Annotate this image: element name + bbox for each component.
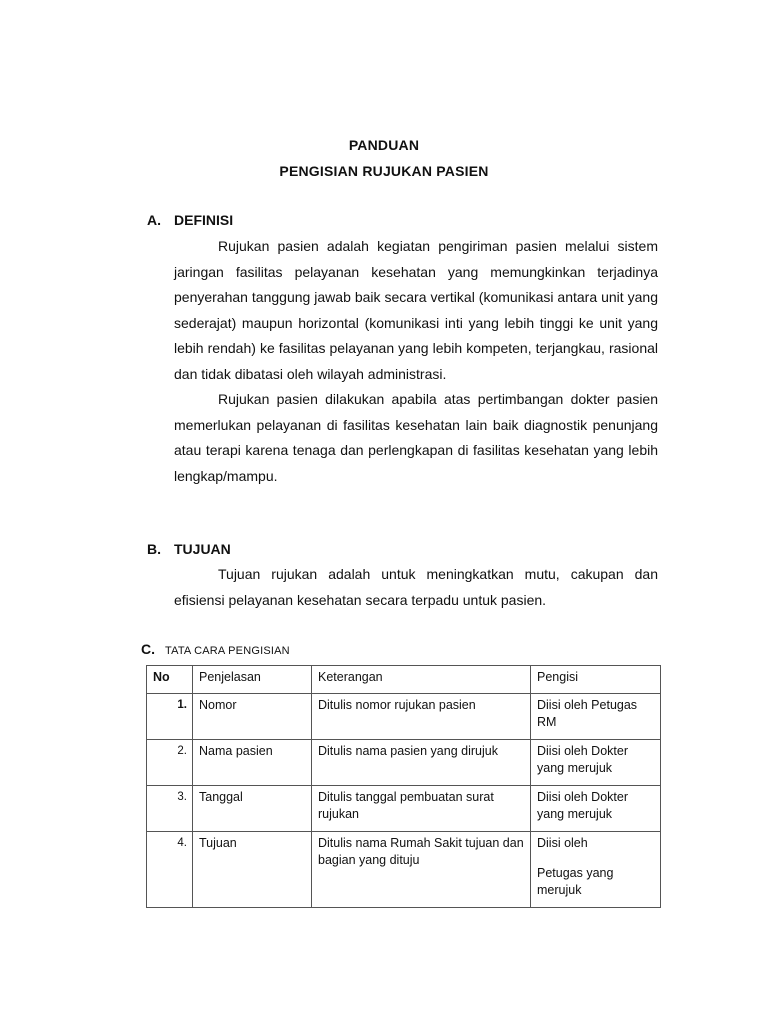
section-b-heading [147,541,231,557]
section-c-letter: C. [141,641,155,657]
cell-penjelasan: Nomor [193,694,312,740]
table-row [147,832,661,908]
cell-penjelasan: Tujuan [193,832,312,908]
column-header-pengisi: Pengisi [531,666,661,694]
section-c-heading [141,641,290,657]
cell-pengisi: Diisi oleh Petugas RM [531,694,661,740]
section-a-paragraph: Rujukan pasien adalah kegiatan pengiriman pasien melalui sistem jaringan fasilitas pelayanan kesehatan yang memungkinkan terjadinya penyerahan tanggung jawab baik secara vertikal (komunikasi antara unit yang sederajat) maupun horizontal (komunikasi inti yang lebih tinggi ke unit yang lebih rendah) ke fasilitas pelayanan yang lebih kompeten, terjangkau, rasional dan tidak dibatasi oleh wilayah administrasi. [174,238,658,382]
document-subtitle: PENGISIAN RUJUKAN PASIEN [279,163,489,179]
cell-keterangan: Ditulis nama Rumah Sakit tujuan dan bagian yang dituju [312,832,531,908]
document-title: PANDUAN [348,137,420,153]
section-b-title: TUJUAN [174,541,231,557]
cell-pengisi-line: Diisi oleh [537,836,588,850]
cell-keterangan: Ditulis tanggal pembuatan surat rujukan [312,786,531,832]
cell-no: 1. [147,694,193,740]
section-a-heading [147,212,233,228]
column-header-penjelasan: Penjelasan [193,666,312,694]
table-row [147,740,661,786]
cell-no: 4. [147,832,193,908]
cell-pengisi: Diisi oleh Dokter yang merujuk [531,740,661,786]
cell-pengisi: Diisi oleh Dokter yang merujuk [531,786,661,832]
section-a-letter: A. [147,212,161,228]
table-header-row [147,666,661,694]
section-a-paragraph: Rujukan pasien dilakukan apabila atas pertimbangan dokter pasien memerlukan pelayanan di fasilitas kesehatan lain baik diagnostik penunjang atau terapi karena tenaga dan perlengkapan di fasilitas kesehatan yang lebih lengkap/mampu. [174,391,658,484]
column-header-keterangan: Keterangan [312,666,531,694]
section-b-paragraph: Tujuan rujukan adalah untuk meningkatkan mutu, cakupan dan efisiensi pelayanan kesehatan secara terpadu untuk pasien. [174,566,658,608]
section-c-title: TATA CARA PENGISIAN [165,645,290,657]
cell-penjelasan: Tanggal [193,786,312,832]
filling-guide-table [146,665,661,908]
cell-no: 2. [147,740,193,786]
section-b-body [174,562,658,613]
cell-keterangan: Ditulis nama pasien yang dirujuk [312,740,531,786]
table-row [147,786,661,832]
cell-pengisi [531,832,661,908]
section-a-body [174,234,658,489]
cell-keterangan: Ditulis nomor rujukan pasien [312,694,531,740]
section-b-letter: B. [147,541,161,557]
section-a-title: DEFINISI [174,212,234,228]
cell-penjelasan: Nama pasien [193,740,312,786]
cell-pengisi-line: Petugas yang merujuk [537,866,614,897]
cell-no: 3. [147,786,193,832]
table-row [147,694,661,740]
column-header-no: No [147,666,193,694]
